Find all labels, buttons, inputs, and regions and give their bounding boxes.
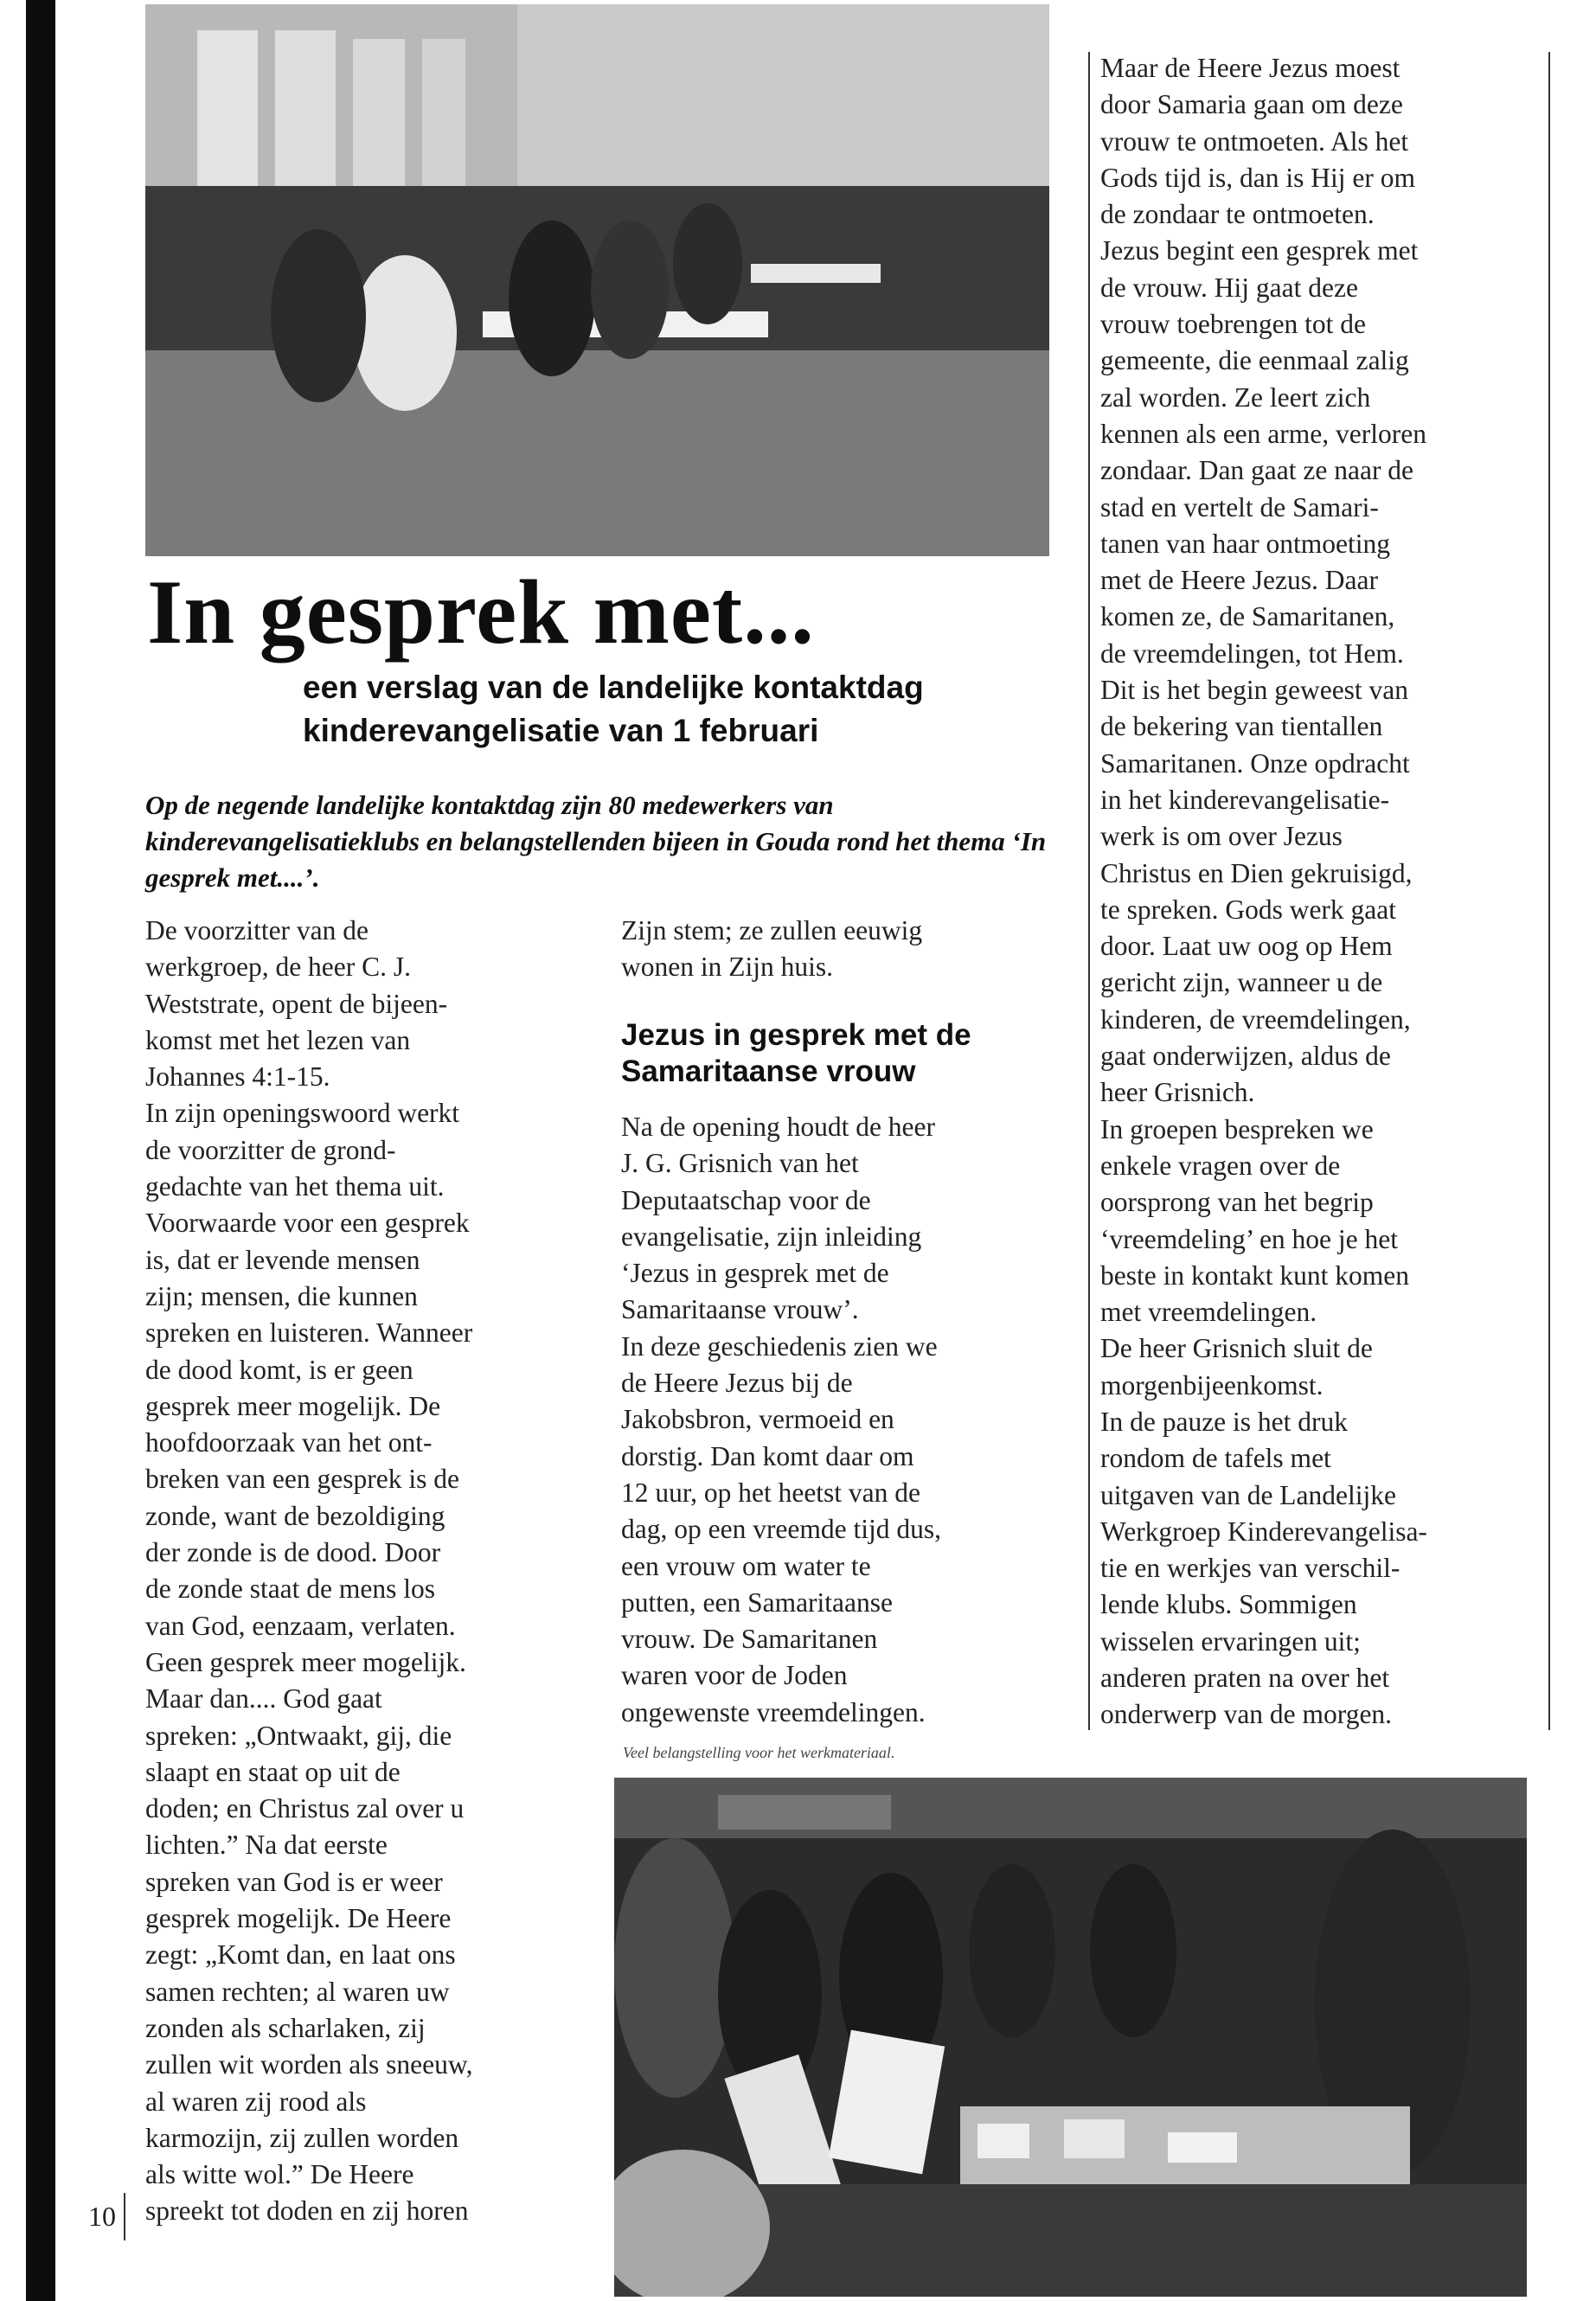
text-line: morgenbijeenkomst. bbox=[1100, 1369, 1324, 1400]
text-line: vrouw. De Samaritanen bbox=[621, 1624, 878, 1655]
text-line: In de pauze is het druk bbox=[1100, 1406, 1349, 1437]
text-column-right bbox=[1100, 50, 1537, 1734]
text-column-middle-top bbox=[621, 913, 1054, 986]
text-line: een vrouw om water te bbox=[621, 1550, 871, 1581]
text-line: zonden als scharlaken, zij bbox=[145, 2012, 426, 2043]
text-line: ongewenste vreemdelingen. bbox=[621, 1696, 926, 1727]
scan-edge-bar bbox=[26, 0, 55, 2301]
text-line: hoofdoorzaak van het ont- bbox=[145, 1427, 433, 1458]
text-line: anderen praten na over het bbox=[1100, 1663, 1390, 1694]
text-line: gesprek mogelijk. De Heere bbox=[145, 1903, 452, 1934]
text-line: tie en werkjes van verschil- bbox=[1100, 1553, 1401, 1584]
text-line: rondom de tafels met bbox=[1100, 1443, 1331, 1474]
text-line: Maar dan.... God gaat bbox=[145, 1683, 382, 1715]
text-line: beste in kontakt kunt komen bbox=[1100, 1259, 1409, 1291]
text-line: gericht zijn, wanneer u de bbox=[1100, 967, 1383, 998]
text-line: de dood komt, is er geen bbox=[145, 1354, 413, 1385]
text-line: wonen in Zijn huis. bbox=[621, 952, 833, 983]
text-line: tanen van haar ontmoeting bbox=[1100, 528, 1391, 559]
column-rule bbox=[124, 2193, 125, 2240]
text-line: Werkgroep Kinderevangelisa- bbox=[1100, 1516, 1427, 1547]
materials-photo-graphic bbox=[614, 1778, 1527, 2297]
text-line: breken van een gesprek is de bbox=[145, 1464, 459, 1495]
text-line: gesprek meer mogelijk. De bbox=[145, 1390, 441, 1421]
text-line: werkgroep, de heer C. J. bbox=[145, 952, 412, 983]
text-line: gedachte van het thema uit. bbox=[145, 1171, 445, 1202]
section-subheading bbox=[621, 1017, 1054, 1090]
text-line: de vrouw. Hij gaat deze bbox=[1100, 272, 1358, 303]
text-line: gemeente, die eenmaal zalig bbox=[1100, 345, 1409, 376]
text-line: ‘vreemdeling’ en hoe je het bbox=[1100, 1223, 1399, 1254]
text-line: gaat onderwijzen, aldus de bbox=[1100, 1041, 1391, 1072]
text-line: de zonde staat de mens los bbox=[145, 1574, 436, 1605]
text-line: In deze geschiedenis zien we bbox=[621, 1330, 938, 1362]
text-line: spreekt tot doden en zij horen bbox=[145, 2195, 469, 2227]
text-line: zijn; mensen, die kunnen bbox=[145, 1280, 418, 1311]
text-line: evangelisatie, zijn inleiding bbox=[621, 1221, 922, 1252]
text-line: van God, eenzaam, verlaten. bbox=[145, 1610, 456, 1641]
text-line: werk is om over Jezus bbox=[1100, 821, 1343, 852]
text-line: putten, een Samaritaanse bbox=[621, 1586, 894, 1618]
text-line: stad en vertelt de Samari- bbox=[1100, 491, 1379, 522]
text-line: Dit is het begin geweest van bbox=[1100, 675, 1409, 706]
subheading-line: Samaritaanse vrouw bbox=[621, 1054, 916, 1088]
page-number: 10 bbox=[88, 2201, 116, 2232]
text-line: In groepen bespreken we bbox=[1100, 1113, 1374, 1144]
materials-photo bbox=[614, 1778, 1527, 2297]
text-line: doden; en Christus zal over u bbox=[145, 1793, 465, 1824]
text-line: in het kinderevangelisatie- bbox=[1100, 784, 1390, 815]
text-line: Samaritaanse vrouw’. bbox=[621, 1294, 859, 1325]
photo-caption: Veel belangstelling voor het werkmateriaal. bbox=[623, 1744, 895, 1761]
text-line: Christus en Dien gekruisigd, bbox=[1100, 857, 1413, 888]
text-line: In zijn openingswoord werkt bbox=[145, 1098, 460, 1129]
text-line: Zijn stem; ze zullen eeuwig bbox=[621, 915, 923, 945]
audience-photo-graphic bbox=[145, 4, 1049, 556]
text-line: door Samaria gaan om deze bbox=[1100, 89, 1403, 120]
article-lead: Op de negende landelijke kontaktdag zijn 80 medewerkers van kinderevangelisatieklubs en belangstellenden bijeen in Gouda rond het thema ‘In gesprek met....’. bbox=[145, 790, 1047, 893]
text-line: ‘Jezus in gesprek met de bbox=[621, 1258, 889, 1289]
text-line: te spreken. Gods werk gaat bbox=[1100, 894, 1397, 925]
text-line: enkele vragen over de bbox=[1100, 1150, 1341, 1181]
text-line: kennen als een arme, verloren bbox=[1100, 418, 1426, 449]
text-line: Jezus begint een gesprek met bbox=[1100, 235, 1419, 266]
text-line: Jakobsbron, vermoeid en bbox=[621, 1404, 894, 1435]
text-line: spreken en luisteren. Wanneer bbox=[145, 1317, 473, 1349]
text-line: de Heere Jezus bij de bbox=[621, 1368, 853, 1399]
text-line: onderwerp van de morgen. bbox=[1100, 1699, 1393, 1730]
text-line: De heer Grisnich sluit de bbox=[1100, 1333, 1373, 1364]
article-subtitle bbox=[303, 666, 1081, 753]
subtitle-line: een verslag van de landelijke kontaktdag bbox=[303, 670, 924, 705]
text-line: de bekering van tientallen bbox=[1100, 711, 1383, 742]
text-line: karmozijn, zij zullen worden bbox=[145, 2122, 459, 2153]
text-line: komst met het lezen van bbox=[145, 1024, 411, 1055]
text-line: Gods tijd is, dan is Hij er om bbox=[1100, 162, 1415, 193]
text-line: Geen gesprek meer mogelijk. bbox=[145, 1646, 466, 1677]
text-line: spreken van God is er weer bbox=[145, 1866, 443, 1897]
text-line: Deputaatschap voor de bbox=[621, 1184, 871, 1215]
text-line: kinderen, de vreemdelingen, bbox=[1100, 1003, 1411, 1035]
text-line: oorsprong van het begrip bbox=[1100, 1187, 1374, 1218]
text-line: de voorzitter de grond- bbox=[145, 1134, 396, 1165]
text-line: zonde, want de bezoldiging bbox=[145, 1500, 445, 1531]
text-line: wisselen ervaringen uit; bbox=[1100, 1625, 1361, 1657]
text-line: De voorzitter van de bbox=[145, 915, 369, 945]
text-line: der zonde is de dood. Door bbox=[145, 1537, 441, 1568]
text-line: Johannes 4:1-15. bbox=[145, 1061, 330, 1093]
text-line: Voorwaarde voor een gesprek bbox=[145, 1208, 470, 1239]
text-line: Samaritanen. Onze opdracht bbox=[1100, 747, 1410, 779]
text-line: vrouw te ontmoeten. Als het bbox=[1100, 125, 1409, 157]
text-line: slaapt en staat op uit de bbox=[145, 1756, 401, 1787]
text-line: lichten.” Na dat eerste bbox=[145, 1830, 388, 1861]
text-line: samen rechten; al waren uw bbox=[145, 1976, 450, 2007]
text-line: uitgaven van de Landelijke bbox=[1100, 1479, 1396, 1510]
text-line: waren voor de Joden bbox=[621, 1660, 848, 1691]
text-line: de vreemdelingen, tot Hem. bbox=[1100, 638, 1404, 669]
text-line: dorstig. Dan komt daar om bbox=[621, 1440, 914, 1471]
text-column-left bbox=[145, 913, 578, 2230]
text-column-middle bbox=[621, 1109, 1054, 1731]
text-line: Maar de Heere Jezus moest bbox=[1100, 53, 1401, 83]
text-line: met de Heere Jezus. Daar bbox=[1100, 565, 1378, 596]
text-line: Na de opening houdt de heer bbox=[621, 1112, 936, 1142]
text-line: de zondaar te ontmoeten. bbox=[1100, 199, 1375, 230]
text-line: 12 uur, op het heetst van de bbox=[621, 1477, 921, 1508]
text-line: zondaar. Dan gaat ze naar de bbox=[1100, 455, 1414, 486]
column-rule bbox=[1088, 52, 1090, 1730]
subtitle-line: kinderevangelisatie van 1 februari bbox=[303, 713, 819, 748]
text-line: zegt: „Komt dan, en laat ons bbox=[145, 1939, 456, 1971]
text-line: is, dat er levende mensen bbox=[145, 1244, 420, 1275]
text-line: J. G. Grisnich van het bbox=[621, 1148, 859, 1179]
article-title: In gesprek met... bbox=[147, 561, 815, 663]
audience-photo bbox=[145, 4, 1049, 556]
text-line: dag, op een vreemde tijd dus, bbox=[621, 1514, 942, 1545]
text-line: Weststrate, opent de bijeen- bbox=[145, 988, 448, 1019]
subheading-line: Jezus in gesprek met de bbox=[621, 1018, 971, 1052]
text-line: met vreemdelingen. bbox=[1100, 1297, 1317, 1328]
column-rule bbox=[1548, 52, 1550, 1730]
text-line: vrouw toebrengen tot de bbox=[1100, 309, 1367, 340]
text-line: door. Laat uw oog op Hem bbox=[1100, 931, 1393, 962]
text-line: zal worden. Ze leert zich bbox=[1100, 381, 1371, 413]
text-line: spreken: „Ontwaakt, gij, die bbox=[145, 1720, 452, 1751]
text-line: komen ze, de Samaritanen, bbox=[1100, 601, 1395, 632]
text-line: lende klubs. Sommigen bbox=[1100, 1589, 1357, 1620]
text-line: als witte wol.” De Heere bbox=[145, 2159, 414, 2190]
text-line: zullen wit worden als sneeuw, bbox=[145, 2049, 473, 2080]
text-line: heer Grisnich. bbox=[1100, 1077, 1255, 1108]
text-line: al waren zij rood als bbox=[145, 2086, 367, 2117]
